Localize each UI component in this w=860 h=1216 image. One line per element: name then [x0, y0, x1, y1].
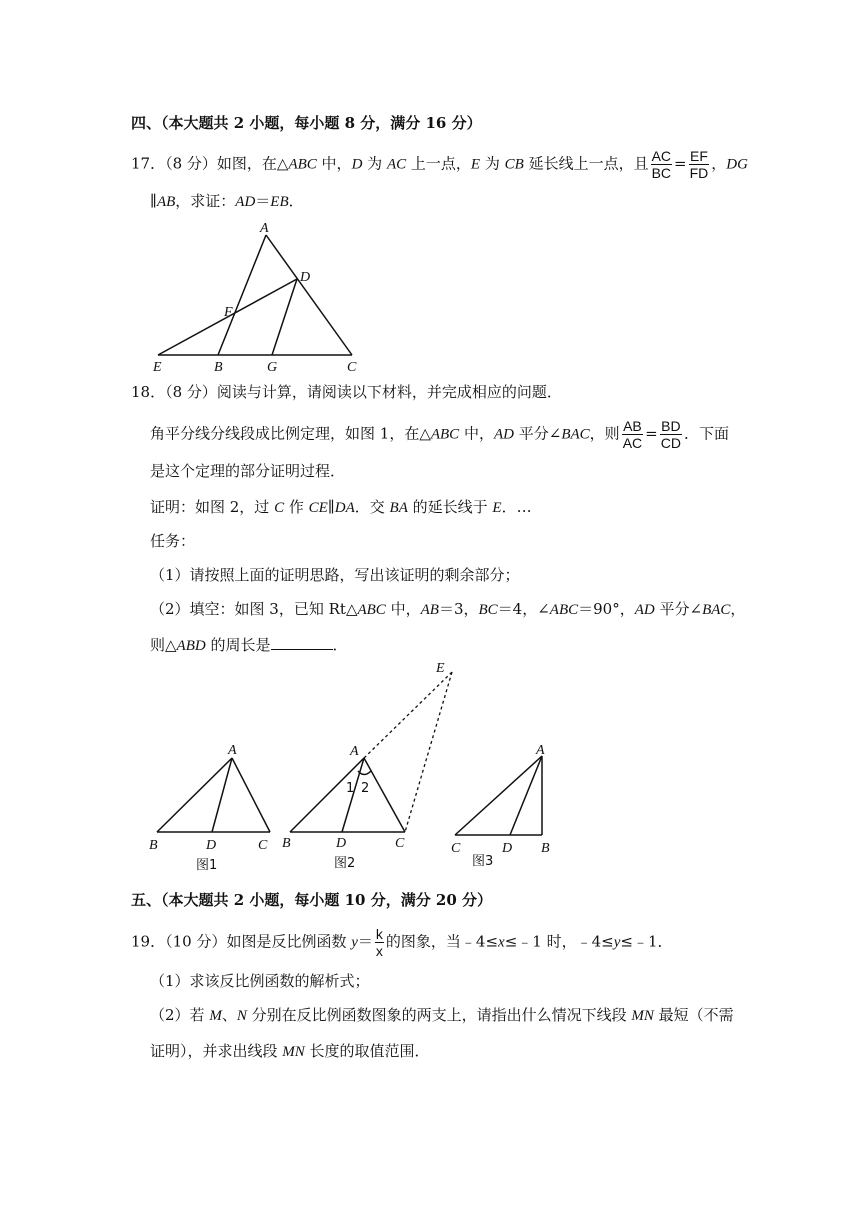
q18-ad: AD	[493, 426, 514, 443]
q18-text: ．…	[501, 498, 532, 516]
q17-eb: EB	[270, 194, 289, 210]
q17-d: D	[351, 156, 363, 173]
frac-num: BD	[661, 418, 681, 434]
q18-line-5: 任务：	[150, 532, 196, 550]
q17-text: ，	[711, 154, 727, 173]
fig3-label-a: A	[536, 743, 545, 758]
fig1-caption: 图1	[196, 858, 218, 873]
q19-y: y	[351, 934, 358, 951]
fig2-angle-1: 1	[346, 781, 355, 796]
q18-ad: AD	[634, 602, 655, 618]
point-label-g: G	[267, 360, 278, 375]
q18-abc: ABC	[357, 602, 386, 618]
q17-text: ＝	[255, 192, 271, 210]
q17-text: ．	[288, 192, 304, 210]
q19-text: 、	[221, 1006, 237, 1024]
q18-abc: ABC	[430, 426, 460, 443]
fig2-label-b: B	[282, 836, 291, 851]
fig3-label-c: C	[451, 841, 461, 856]
frac-num: k	[375, 926, 383, 942]
q19-line-2: （1）求该反比例函数的解析式；	[150, 972, 370, 990]
q18-text: 平分∠	[654, 600, 703, 618]
q18-text: ＝4，∠	[497, 600, 550, 618]
frac-den: AC	[622, 435, 643, 451]
frac-den: x	[375, 943, 383, 959]
q18-ce: CE	[308, 500, 328, 516]
point-label-f: F	[224, 305, 233, 320]
parallel-symbol: ∥	[327, 498, 335, 516]
q18-text: 作	[284, 498, 309, 516]
q18-ba: BA	[389, 500, 408, 516]
q18-line-1: 18．（8 分）阅读与计算，请阅读以下材料，并完成相应的问题．	[131, 383, 562, 401]
q19-mn: MN	[631, 1008, 654, 1024]
fig2-label-c: C	[395, 836, 405, 851]
point-label-d: D	[300, 270, 311, 285]
q17-prefix: 17．（8 分）如图，在△	[131, 154, 289, 173]
q18-da: DA	[334, 500, 355, 516]
q18-abc-angle: ABC	[549, 602, 579, 618]
q18-text: （2）填空：如图 3，已知 Rt△	[150, 600, 358, 618]
fig2-label-a: A	[350, 744, 359, 759]
fig2-angle-2: 2	[361, 781, 370, 796]
parallel-symbol: ∥	[150, 192, 157, 210]
fig3-caption: 图3	[472, 854, 494, 869]
q18-line-8	[150, 634, 348, 655]
q18-abd: ABD	[176, 638, 206, 654]
point-label-a: A	[260, 221, 269, 236]
q18-line-7	[150, 598, 745, 619]
q17-text: 上一点，	[406, 154, 471, 173]
q17-dg: DG	[726, 156, 748, 173]
fig1-label-b: B	[149, 838, 158, 853]
q18-line-6: （1）请按照上面的证明思路，写出该证明的剩余部分；	[150, 566, 520, 584]
q17-abc: ABC	[288, 156, 317, 173]
frac-num: AB	[623, 418, 642, 434]
q18-line-2	[150, 418, 729, 451]
point-label-c: C	[347, 360, 357, 375]
q19-text: 分别在反比例函数图象的两支上，请指出什么情况下线段	[246, 1006, 632, 1024]
q18-line-4	[150, 496, 532, 517]
fig1-label-c: C	[258, 838, 268, 853]
q19-n: N	[236, 1008, 247, 1024]
q19-text: 证明），并求出线段	[150, 1042, 283, 1060]
section-5-title: 五、（本大题共 2 小题，每小题 10 分，满分 20 分）	[131, 891, 493, 909]
q19-m: M	[209, 1008, 222, 1024]
fig3-label-b: B	[541, 841, 550, 856]
q18-e: E	[492, 500, 502, 516]
q17-text: 为	[480, 154, 505, 173]
point-label-b: B	[214, 360, 223, 375]
q18-text: 角平分线分线段成比例定理，如图 1，在△	[150, 424, 431, 443]
fig2-label-e: E	[436, 661, 445, 676]
figure-1	[149, 743, 270, 873]
q19-line-4	[150, 1040, 430, 1061]
q19-fraction-k-x	[375, 926, 384, 959]
q18-c: C	[274, 500, 285, 516]
q17-ab: AB	[156, 194, 176, 210]
q18-text: ．下面	[683, 424, 729, 443]
answer-blank[interactable]	[271, 635, 333, 650]
q18-bac: BAC	[702, 602, 731, 618]
q19-text: 的图象，当﹣4≤	[385, 932, 499, 951]
q18-fraction-ab-ac	[622, 418, 643, 451]
q17-fraction-ac-bc	[651, 148, 672, 181]
q17-eq: =	[674, 154, 687, 173]
fig2-caption: 图2	[334, 856, 356, 871]
frac-den: BC	[651, 165, 672, 181]
frac-num: EF	[690, 148, 708, 164]
q18-eq: =	[645, 424, 658, 443]
q18-text: 中，	[459, 424, 494, 443]
q19-line-3	[150, 1004, 734, 1025]
q19-y: y	[613, 934, 621, 951]
q17-ad: AD	[235, 194, 256, 210]
q19-text: ≤﹣1．	[620, 932, 673, 951]
q18-text: 的延长线于	[407, 498, 493, 516]
q18-ab: AB	[420, 602, 439, 618]
figure-3	[451, 743, 550, 869]
q18-text: ＝3，	[438, 600, 479, 618]
fig2-label-d: D	[336, 836, 347, 851]
frac-num: AC	[651, 148, 672, 164]
q19-text: 19．（10 分）如图是反比例函数	[131, 932, 352, 951]
q18-text: 证明：如图 2，过	[150, 498, 275, 516]
q17-text: 为	[362, 154, 387, 173]
frac-den: CD	[660, 435, 681, 451]
q19-x: x	[498, 934, 505, 951]
q17-ac: AC	[386, 156, 407, 173]
q18-text: ，	[730, 600, 746, 618]
q18-fraction-bd-cd	[660, 418, 682, 451]
q18-text: 中，	[385, 600, 421, 618]
q19-text: （2）若	[150, 1006, 210, 1024]
q19-text: ≤﹣1 时，﹣4≤	[504, 932, 614, 951]
q19-text: 最短（不需	[653, 1006, 734, 1024]
q19-line-1	[131, 926, 673, 959]
q18-text: 平分∠	[513, 424, 562, 443]
q18-text: 则△	[150, 636, 177, 654]
q17-fraction-ef-fd	[689, 148, 710, 181]
fig1-label-a: A	[228, 743, 237, 758]
q18-text: ＝90°，	[578, 600, 635, 618]
point-label-e: E	[153, 360, 162, 375]
q17-text: ，求证：	[175, 192, 236, 210]
q18-bac: BAC	[561, 426, 590, 443]
q19-text: 长度的取值范围．	[304, 1042, 430, 1060]
q18-line-3: 是这个定理的部分证明过程．	[150, 462, 346, 480]
q19-mn: MN	[282, 1044, 305, 1060]
frac-den: FD	[689, 165, 709, 181]
q18-bc: BC	[478, 602, 498, 618]
q17-e: E	[470, 156, 481, 173]
fig1-label-d: D	[206, 838, 217, 853]
q18-text: 的周长是	[205, 636, 271, 654]
q17-text: 中，	[316, 154, 352, 173]
section-4-title: 四、（本大题共 2 小题，每小题 8 分，满分 16 分）	[131, 114, 482, 132]
fig3-label-d: D	[502, 841, 513, 856]
q17-figure	[140, 215, 380, 375]
q17-line-1	[131, 148, 748, 181]
q17-line-2	[150, 190, 304, 211]
q17-cb: CB	[504, 156, 524, 173]
q18-figures	[140, 658, 580, 873]
q18-text: ．	[332, 636, 348, 654]
q19-eq: ＝	[357, 932, 373, 951]
q18-text: ，则	[589, 424, 620, 443]
q18-text: ．交	[354, 498, 390, 516]
q17-text: 延长线上一点，且	[523, 154, 649, 173]
figure-2	[282, 661, 452, 871]
